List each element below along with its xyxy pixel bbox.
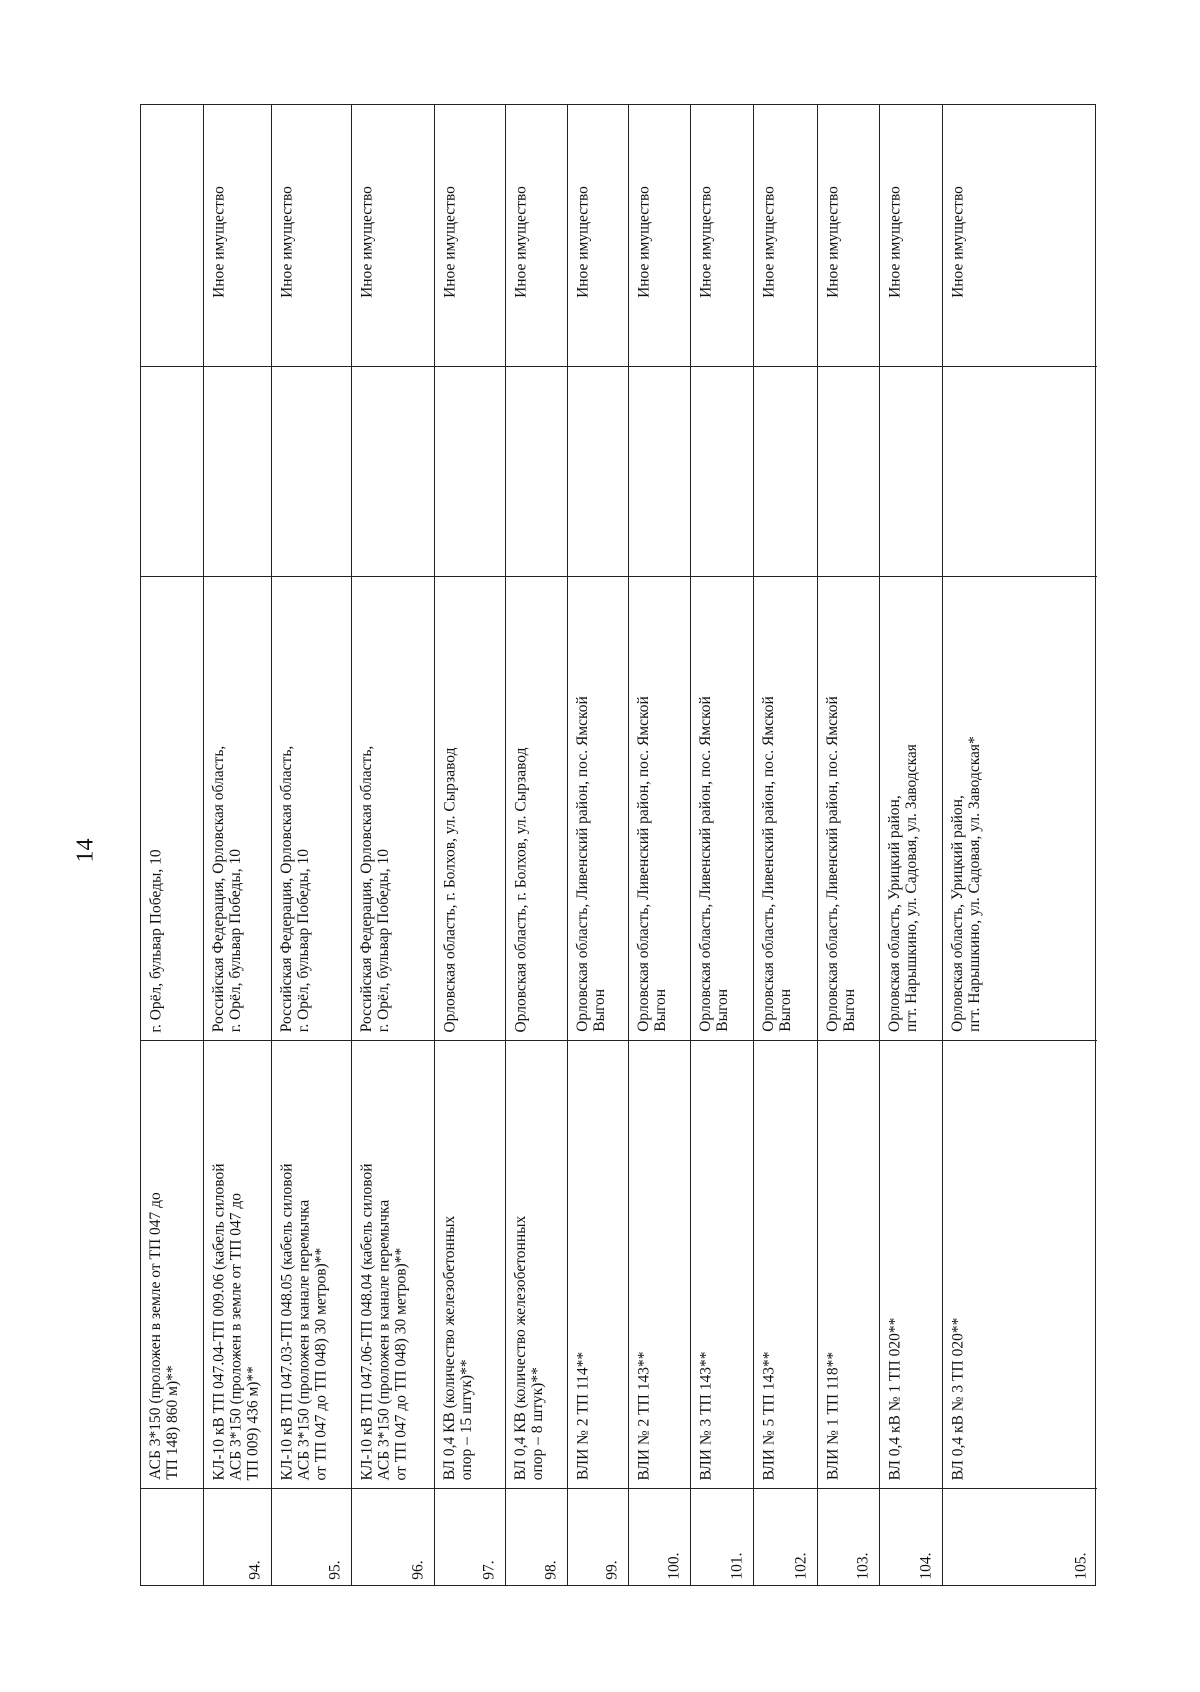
table-cell-num — [204, 1489, 271, 1587]
table-cell-address — [943, 577, 1097, 1041]
table-cell-num — [880, 1489, 942, 1587]
cell-text-num: 103. — [854, 1551, 871, 1580]
table-cell-extra — [435, 367, 505, 577]
cell-text-address: Орловская область, Урицкий район, пгт. Нарышкино, ул. Садовая, ул. Заводская — [886, 744, 920, 1032]
cell-text-address: Орловская область, Урицкий район, пгт. Нарышкино, ул. Садовая, ул. Заводская* — [949, 736, 983, 1032]
table-cell-name — [568, 1041, 628, 1489]
cell-text-type: Иное имущество — [358, 185, 375, 298]
table-cell-extra — [943, 367, 1097, 577]
cell-text-address: Орловская область, г. Болхов, ул. Сырзавод — [441, 746, 458, 1033]
table-cell-name — [818, 1041, 879, 1489]
cell-text-address: Орловская область, г. Болхов, ул. Сырзавод — [512, 746, 529, 1033]
table-row — [505, 105, 567, 1585]
table-cell-num — [568, 1489, 628, 1587]
table-cell-extra — [629, 367, 690, 577]
table-cell-extra — [691, 367, 753, 577]
table-row — [567, 105, 628, 1585]
table-cell-extra — [568, 367, 628, 577]
table-row — [203, 105, 271, 1585]
table-cell-address — [629, 577, 690, 1041]
table-cell-extra — [818, 367, 879, 577]
table-cell-type — [204, 105, 271, 367]
table-cell-type — [435, 105, 505, 367]
table-row — [817, 105, 879, 1585]
table-cell-type — [141, 105, 203, 367]
table-cell-address — [754, 577, 817, 1041]
table-cell-type — [943, 105, 1097, 367]
table-cell-extra — [272, 367, 351, 577]
table-cell-num — [818, 1489, 879, 1587]
table-row — [690, 105, 753, 1585]
table-cell-num — [141, 1489, 203, 1587]
cell-text-type: Иное имущество — [824, 185, 841, 298]
table-cell-name — [272, 1041, 351, 1489]
table-cell-num — [754, 1489, 817, 1587]
table-cell-type — [272, 105, 351, 367]
cell-text-type: Иное имущество — [210, 185, 227, 298]
cell-text-name: ВЛИ № 1 ТП 118** — [824, 1351, 841, 1481]
table-cell-address — [435, 577, 505, 1041]
table-cell-type — [352, 105, 434, 367]
cell-text-num: 95. — [326, 1559, 343, 1580]
table-cell-num — [691, 1489, 753, 1587]
cell-text-num: 105. — [1072, 1551, 1089, 1580]
table-cell-extra — [880, 367, 942, 577]
page-number-text: 14 — [72, 838, 99, 862]
table-cell-type — [629, 105, 690, 367]
table-cell-num — [272, 1489, 351, 1587]
cell-text-type: Иное имущество — [278, 185, 295, 298]
table-cell-type — [691, 105, 753, 367]
table-cell-address — [352, 577, 434, 1041]
table-row — [351, 105, 434, 1585]
cell-text-address: Орловская область, Ливенский район, пос. Ямской Выгон — [824, 696, 858, 1032]
table-row — [753, 105, 817, 1585]
cell-text-name: ВЛ 0,4 КВ (количество железобетонных опор – 15 штук)** — [441, 1215, 475, 1480]
cell-text-name: КЛ-10 кВ ТП 047.04-ТП 009.06 (кабель силовой АСБ 3*150 (проложен в земле от ТП 047 до ТП 009) 436 м)** — [210, 1163, 261, 1480]
table-cell-name — [691, 1041, 753, 1489]
table-cell-address — [568, 577, 628, 1041]
property-table — [140, 104, 1096, 1586]
table-cell-address — [691, 577, 753, 1041]
cell-text-name: ВЛИ № 5 ТП 143** — [760, 1351, 777, 1480]
table-row — [942, 105, 1097, 1585]
table-row — [271, 105, 351, 1585]
cell-text-name: ВЛИ № 3 ТП 143** — [697, 1351, 714, 1480]
table-cell-extra — [352, 367, 434, 577]
cell-text-num: 100. — [665, 1551, 682, 1580]
table-cell-type — [568, 105, 628, 367]
table-cell-address — [880, 577, 942, 1041]
table-cell-name — [880, 1041, 942, 1489]
cell-text-type: Иное имущество — [574, 185, 591, 298]
table-cell-type — [506, 105, 567, 367]
cell-text-type: Иное имущество — [512, 185, 529, 298]
cell-text-name: ВЛ 0,4 КВ (количество железобетонных опор – 8 штук)** — [512, 1215, 546, 1480]
page-number — [68, 820, 104, 880]
table-cell-num — [506, 1489, 567, 1587]
cell-text-num: 104. — [917, 1551, 934, 1580]
table-cell-num — [352, 1489, 434, 1587]
cell-text-name: ВЛИ № 2 ТП 114** — [574, 1351, 591, 1481]
cell-text-address: Орловская область, Ливенский район, пос. Ямской Выгон — [574, 696, 608, 1032]
cell-text-name: КЛ-10 кВ ТП 047.03-ТП 048.05 (кабель силовой АСБ 3*150 (проложен в канале перемычка от ТП 047 до ТП 048) 30 метров)** — [278, 1163, 329, 1480]
cell-text-name: АСБ 3*150 (проложен в земле от ТП 047 до ТП 148) 860 м)** — [147, 1192, 181, 1480]
table-cell-name — [435, 1041, 505, 1489]
cell-text-num: 102. — [792, 1551, 809, 1580]
table-cell-extra — [754, 367, 817, 577]
table-row — [141, 105, 203, 1585]
cell-text-address: Орловская область, Ливенский район, пос. Ямской Выгон — [697, 696, 731, 1032]
table-cell-address — [141, 577, 203, 1041]
cell-text-name: КЛ-10 кВ ТП 047.06-ТП 048.04 (кабель силовой АСБ 3*150 (проложен в канале перемычка от ТП 047 до ТП 048) 30 метров)** — [358, 1163, 409, 1480]
table-cell-num — [629, 1489, 690, 1587]
cell-text-address: Российская Федерация, Орловская область, г. Орёл, бульвар Победы, 10 — [278, 745, 312, 1032]
table-cell-name — [141, 1041, 203, 1489]
cell-text-address: Орловская область, Ливенский район, пос. Ямской Выгон — [635, 696, 669, 1032]
table-cell-type — [818, 105, 879, 367]
table-cell-name — [754, 1041, 817, 1489]
cell-text-num: 96. — [409, 1559, 426, 1580]
cell-text-address: Орловская область, Ливенский район, пос. Ямской Выгон — [760, 696, 794, 1032]
cell-text-type: Иное имущество — [697, 185, 714, 298]
table-cell-num — [943, 1489, 1097, 1587]
cell-text-num: 98. — [542, 1559, 559, 1580]
cell-text-num: 94. — [246, 1559, 263, 1580]
table-cell-name — [943, 1041, 1097, 1489]
cell-text-name: ВЛ 0,4 кВ № 1 ТП 020** — [886, 1317, 903, 1480]
table-cell-extra — [506, 367, 567, 577]
table-cell-extra — [204, 367, 271, 577]
cell-text-type: Иное имущество — [949, 185, 966, 298]
table-cell-address — [818, 577, 879, 1041]
cell-text-type: Иное имущество — [760, 185, 777, 298]
table-row — [879, 105, 942, 1585]
cell-text-type: Иное имущество — [635, 185, 652, 298]
cell-text-num: 97. — [480, 1559, 497, 1580]
table-cell-name — [204, 1041, 271, 1489]
table-cell-address — [204, 577, 271, 1041]
cell-text-num: 99. — [603, 1559, 620, 1580]
cell-text-type: Иное имущество — [441, 185, 458, 298]
cell-text-address: г. Орёл, бульвар Победы, 10 — [147, 848, 164, 1033]
table-cell-type — [880, 105, 942, 367]
table-cell-extra — [141, 367, 203, 577]
table-cell-address — [506, 577, 567, 1041]
cell-text-type: Иное имущество — [886, 185, 903, 298]
table-row — [628, 105, 690, 1585]
table-cell-name — [629, 1041, 690, 1489]
table-cell-num — [435, 1489, 505, 1587]
table-cell-name — [506, 1041, 567, 1489]
cell-text-num: 101. — [728, 1551, 745, 1580]
cell-text-address: Российская Федерация, Орловская область, г. Орёл, бульвар Победы, 10 — [358, 745, 392, 1032]
table-row — [434, 105, 505, 1585]
table-cell-name — [352, 1041, 434, 1489]
cell-text-name: ВЛ 0,4 кВ № 3 ТП 020** — [949, 1317, 966, 1480]
cell-text-address: Российская Федерация, Орловская область, г. Орёл, бульвар Победы, 10 — [210, 745, 244, 1032]
table-cell-type — [754, 105, 817, 367]
cell-text-name: ВЛИ № 2 ТП 143** — [635, 1351, 652, 1480]
table-cell-address — [272, 577, 351, 1041]
